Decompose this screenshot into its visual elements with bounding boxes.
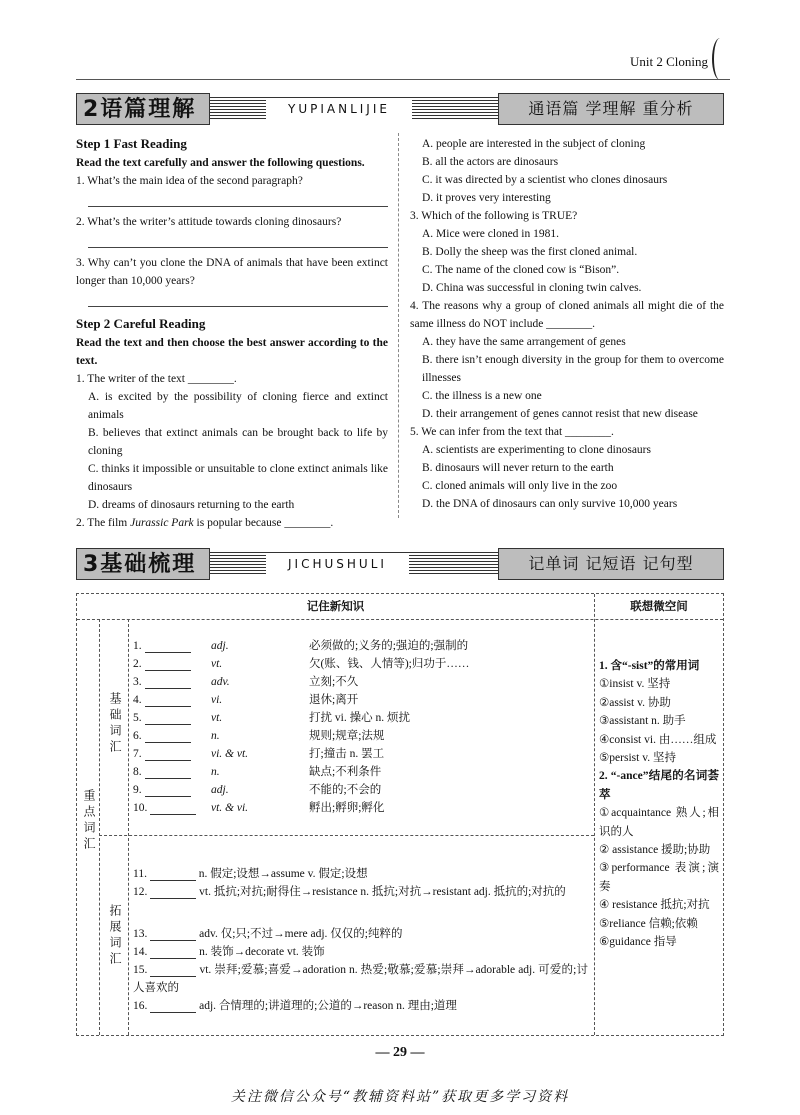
footer-note: 关注微信公众号“教辅资料站”获取更多学习资料 xyxy=(230,1089,570,1105)
basic-row: 4. vi. 退休;离开 xyxy=(133,694,359,706)
header-ornament xyxy=(712,38,728,80)
mc-option[interactable]: B. all the actors are dinosaurs xyxy=(422,156,559,168)
assoc-heading: 1. 含“-sist”的常用词 xyxy=(599,660,700,672)
fast-question: 1. What’s the main idea of the second paragraph? xyxy=(76,175,303,187)
ext-row: 15. vt. 崇拜;爱慕;喜爱→adoration n. 热爱;敬慕;爱慕;崇拜→adorable adj. 可爱的;讨人喜欢的 xyxy=(133,964,589,994)
basic-row: 6. n. 规则;规章;法规 xyxy=(133,730,385,742)
table-rule xyxy=(128,619,129,1035)
basic-row: 7. vi. & vt. 打;撞击 n. 罢工 xyxy=(133,748,385,760)
basic-label: 基础词汇 xyxy=(108,692,122,756)
fill-blank[interactable] xyxy=(150,886,196,899)
mc-option[interactable]: D. their arrangement of genes cannot resist that new disease xyxy=(422,408,698,420)
assoc-item: ⑥guidance 指导 xyxy=(599,936,677,949)
basic-row: 9. adj. 不能的;不会的 xyxy=(133,784,382,796)
page-number: — 29 — xyxy=(375,1045,425,1060)
mc-option[interactable]: B. dinosaurs will never return to the earth xyxy=(422,462,614,474)
basic-row: 10. vt. & vi. 孵出;孵卵;孵化 xyxy=(133,802,385,814)
mc-option[interactable]: C. The name of the cloned cow is “Bison”. xyxy=(422,264,620,276)
mc-option[interactable]: B. there isn’t enough diversity in the group for them to overcome illnesses xyxy=(422,354,724,384)
mc-question-stem: 1. The writer of the text ________. xyxy=(76,373,237,385)
step1-instruction: Read the text carefully and answer the following questions. xyxy=(76,157,365,169)
ext-row: 12. vt. 抵抗;对抗;耐得住→resistance n. 抵抗;对抗→resistant adj. 抵抗的;对抗的 xyxy=(133,886,566,898)
assoc-item: ①insist v. 坚持 xyxy=(599,678,671,691)
fill-blank[interactable] xyxy=(145,748,191,761)
mc-option[interactable]: C. the illness is a new one xyxy=(422,390,542,402)
group-label: 重点词汇 xyxy=(82,789,96,853)
mc-option[interactable]: C. it was directed by a scientist who clones dinosaurs xyxy=(422,174,668,186)
assoc-item: ④consist vi. 由……组成 xyxy=(599,733,717,746)
header-rule xyxy=(76,79,730,80)
ext-row: 14. n. 装饰→decorate vt. 装饰 xyxy=(133,946,325,958)
mc-question-stem: 2. The film Jurassic Park is popular because ________. xyxy=(76,517,334,529)
table-rule xyxy=(99,619,100,1035)
basic-row: 5. vt. 打扰 vi. 操心 n. 烦扰 xyxy=(133,712,410,724)
fill-blank[interactable] xyxy=(145,676,191,689)
fast-question: 2. What’s the writer’s attitude towards cloning dinosaurs? xyxy=(76,216,342,228)
fill-blank[interactable] xyxy=(145,658,191,671)
right-column xyxy=(410,135,724,513)
fill-blank[interactable] xyxy=(150,868,196,881)
section-3-pinyin: JICHUSHULI xyxy=(266,554,409,574)
mc-option[interactable]: A. people are interested in the subject of cloning xyxy=(422,138,646,150)
film-title: Jurassic Park xyxy=(130,517,194,529)
table-rule xyxy=(77,619,723,620)
fast-question: 3. Why can’t you clone the DNA of animals that have been extinct longer than 10,000 years? xyxy=(76,257,388,287)
step2-instruction: Read the text and then choose the best answer according to the text. xyxy=(76,337,388,367)
fill-blank[interactable] xyxy=(145,694,191,707)
mc-option[interactable]: A. is excited by the possibility of cloning fierce and extinct animals xyxy=(88,391,388,421)
mc-question-stem: 5. We can infer from the text that ________. xyxy=(410,426,614,438)
ext-label: 拓展词汇 xyxy=(108,904,122,968)
fill-blank[interactable] xyxy=(145,730,191,743)
section-2-pinyin: YUPIANLIJIE xyxy=(266,99,412,119)
fill-blank[interactable] xyxy=(145,712,191,725)
assoc-item: ② assistance 援助;协助 xyxy=(599,844,711,857)
mc-option[interactable]: C. thinks it impossible or unsuitable to clone extinct animals like dinosaurs xyxy=(88,463,388,493)
assoc-item: ③performance 表演;演奏 xyxy=(599,862,719,893)
mc-option[interactable]: B. Dolly the sheep was the first cloned animal. xyxy=(422,246,638,258)
section-3-title: 3基础梳理 xyxy=(76,548,210,580)
section-2-slogan: 通语篇 学理解 重分析 xyxy=(498,93,724,125)
assoc-item: ⑤persist v. 坚持 xyxy=(599,752,676,765)
basic-row: 2. vt. 欠(账、钱、人情等);归功于…… xyxy=(133,658,470,670)
section-3-slogan: 记单词 记短语 记句型 xyxy=(498,548,724,580)
table-rule xyxy=(594,594,595,1035)
basic-row: 8. n. 缺点;不利条件 xyxy=(133,766,382,778)
mc-option[interactable]: C. cloned animals will only live in the zoo xyxy=(422,480,618,492)
mc-question-stem: 4. The reasons why a group of cloned animals all might die of the same illness do NOT include ________. xyxy=(410,300,724,330)
fill-blank[interactable] xyxy=(145,784,191,797)
fill-blank[interactable] xyxy=(150,946,196,959)
mc-option[interactable]: D. the DNA of dinosaurs can only survive 10,000 years xyxy=(422,498,678,510)
mc-option[interactable]: D. it proves very interesting xyxy=(422,192,551,204)
assoc-item: ④ resistance 抵抗;对抗 xyxy=(599,899,710,912)
fill-blank[interactable] xyxy=(150,802,196,815)
fill-blank[interactable] xyxy=(150,1000,196,1013)
section-2-title: 2语篇理解 xyxy=(76,93,210,125)
basic-row: 1. adj. 必须做的;义务的;强迫的;强制的 xyxy=(133,640,469,652)
left-column xyxy=(76,135,388,532)
mc-option[interactable]: B. believes that extinct animals can be brought back to life by cloning xyxy=(88,427,388,457)
step1-title: Step 1 Fast Reading xyxy=(76,136,187,151)
mc-option[interactable]: A. Mice were cloned in 1981. xyxy=(422,228,560,240)
section-2-banner xyxy=(76,93,724,125)
step2-title: Step 2 Careful Reading xyxy=(76,316,206,331)
fill-blank[interactable] xyxy=(145,766,191,779)
mc-option[interactable]: D. China was successful in cloning twin calves. xyxy=(422,282,642,294)
vocab-head-left: 记住新知识 xyxy=(306,599,365,613)
answer-line[interactable] xyxy=(88,231,388,248)
fill-blank[interactable] xyxy=(150,928,196,941)
mc-option[interactable]: A. scientists are experimenting to clone dinosaurs xyxy=(422,444,651,456)
assoc-item: ②assist v. 协助 xyxy=(599,696,671,709)
assoc-heading: 2. “-ance”结尾的名词荟萃 xyxy=(599,770,719,801)
vocab-table xyxy=(76,593,724,1036)
ext-row: 11. n. 假定;设想→assume v. 假定;设想 xyxy=(133,868,368,880)
answer-line[interactable] xyxy=(88,190,388,207)
answer-line[interactable] xyxy=(88,290,388,307)
assoc-item: ①acquaintance 熟人;相识的人 xyxy=(599,807,719,838)
ext-row: 16. adj. 合情理的;讲道理的;公道的→reason n. 理由;道理 xyxy=(133,1000,457,1012)
assoc-item: ③assistant n. 助手 xyxy=(599,715,686,728)
column-divider xyxy=(398,133,399,518)
vocab-head-right: 联想微空间 xyxy=(630,599,688,613)
table-rule xyxy=(99,835,594,836)
section-3-banner xyxy=(76,548,724,580)
fill-blank[interactable] xyxy=(145,640,191,653)
mc-option[interactable]: A. they have the same arrangement of genes xyxy=(422,336,626,348)
running-head: Unit 2 Cloning xyxy=(629,54,708,69)
ext-row: 13. adv. 仅;只;不过→mere adj. 仅仅的;纯粹的 xyxy=(133,928,403,940)
assoc-item: ⑤reliance 信赖;依赖 xyxy=(599,917,698,930)
basic-row: 3. adv. 立刻;不久 xyxy=(133,676,359,688)
association-notes xyxy=(599,657,719,952)
mc-option[interactable]: D. dreams of dinosaurs returning to the earth xyxy=(88,499,295,511)
fill-blank[interactable] xyxy=(150,964,196,977)
mc-question-stem: 3. Which of the following is TRUE? xyxy=(410,210,578,222)
